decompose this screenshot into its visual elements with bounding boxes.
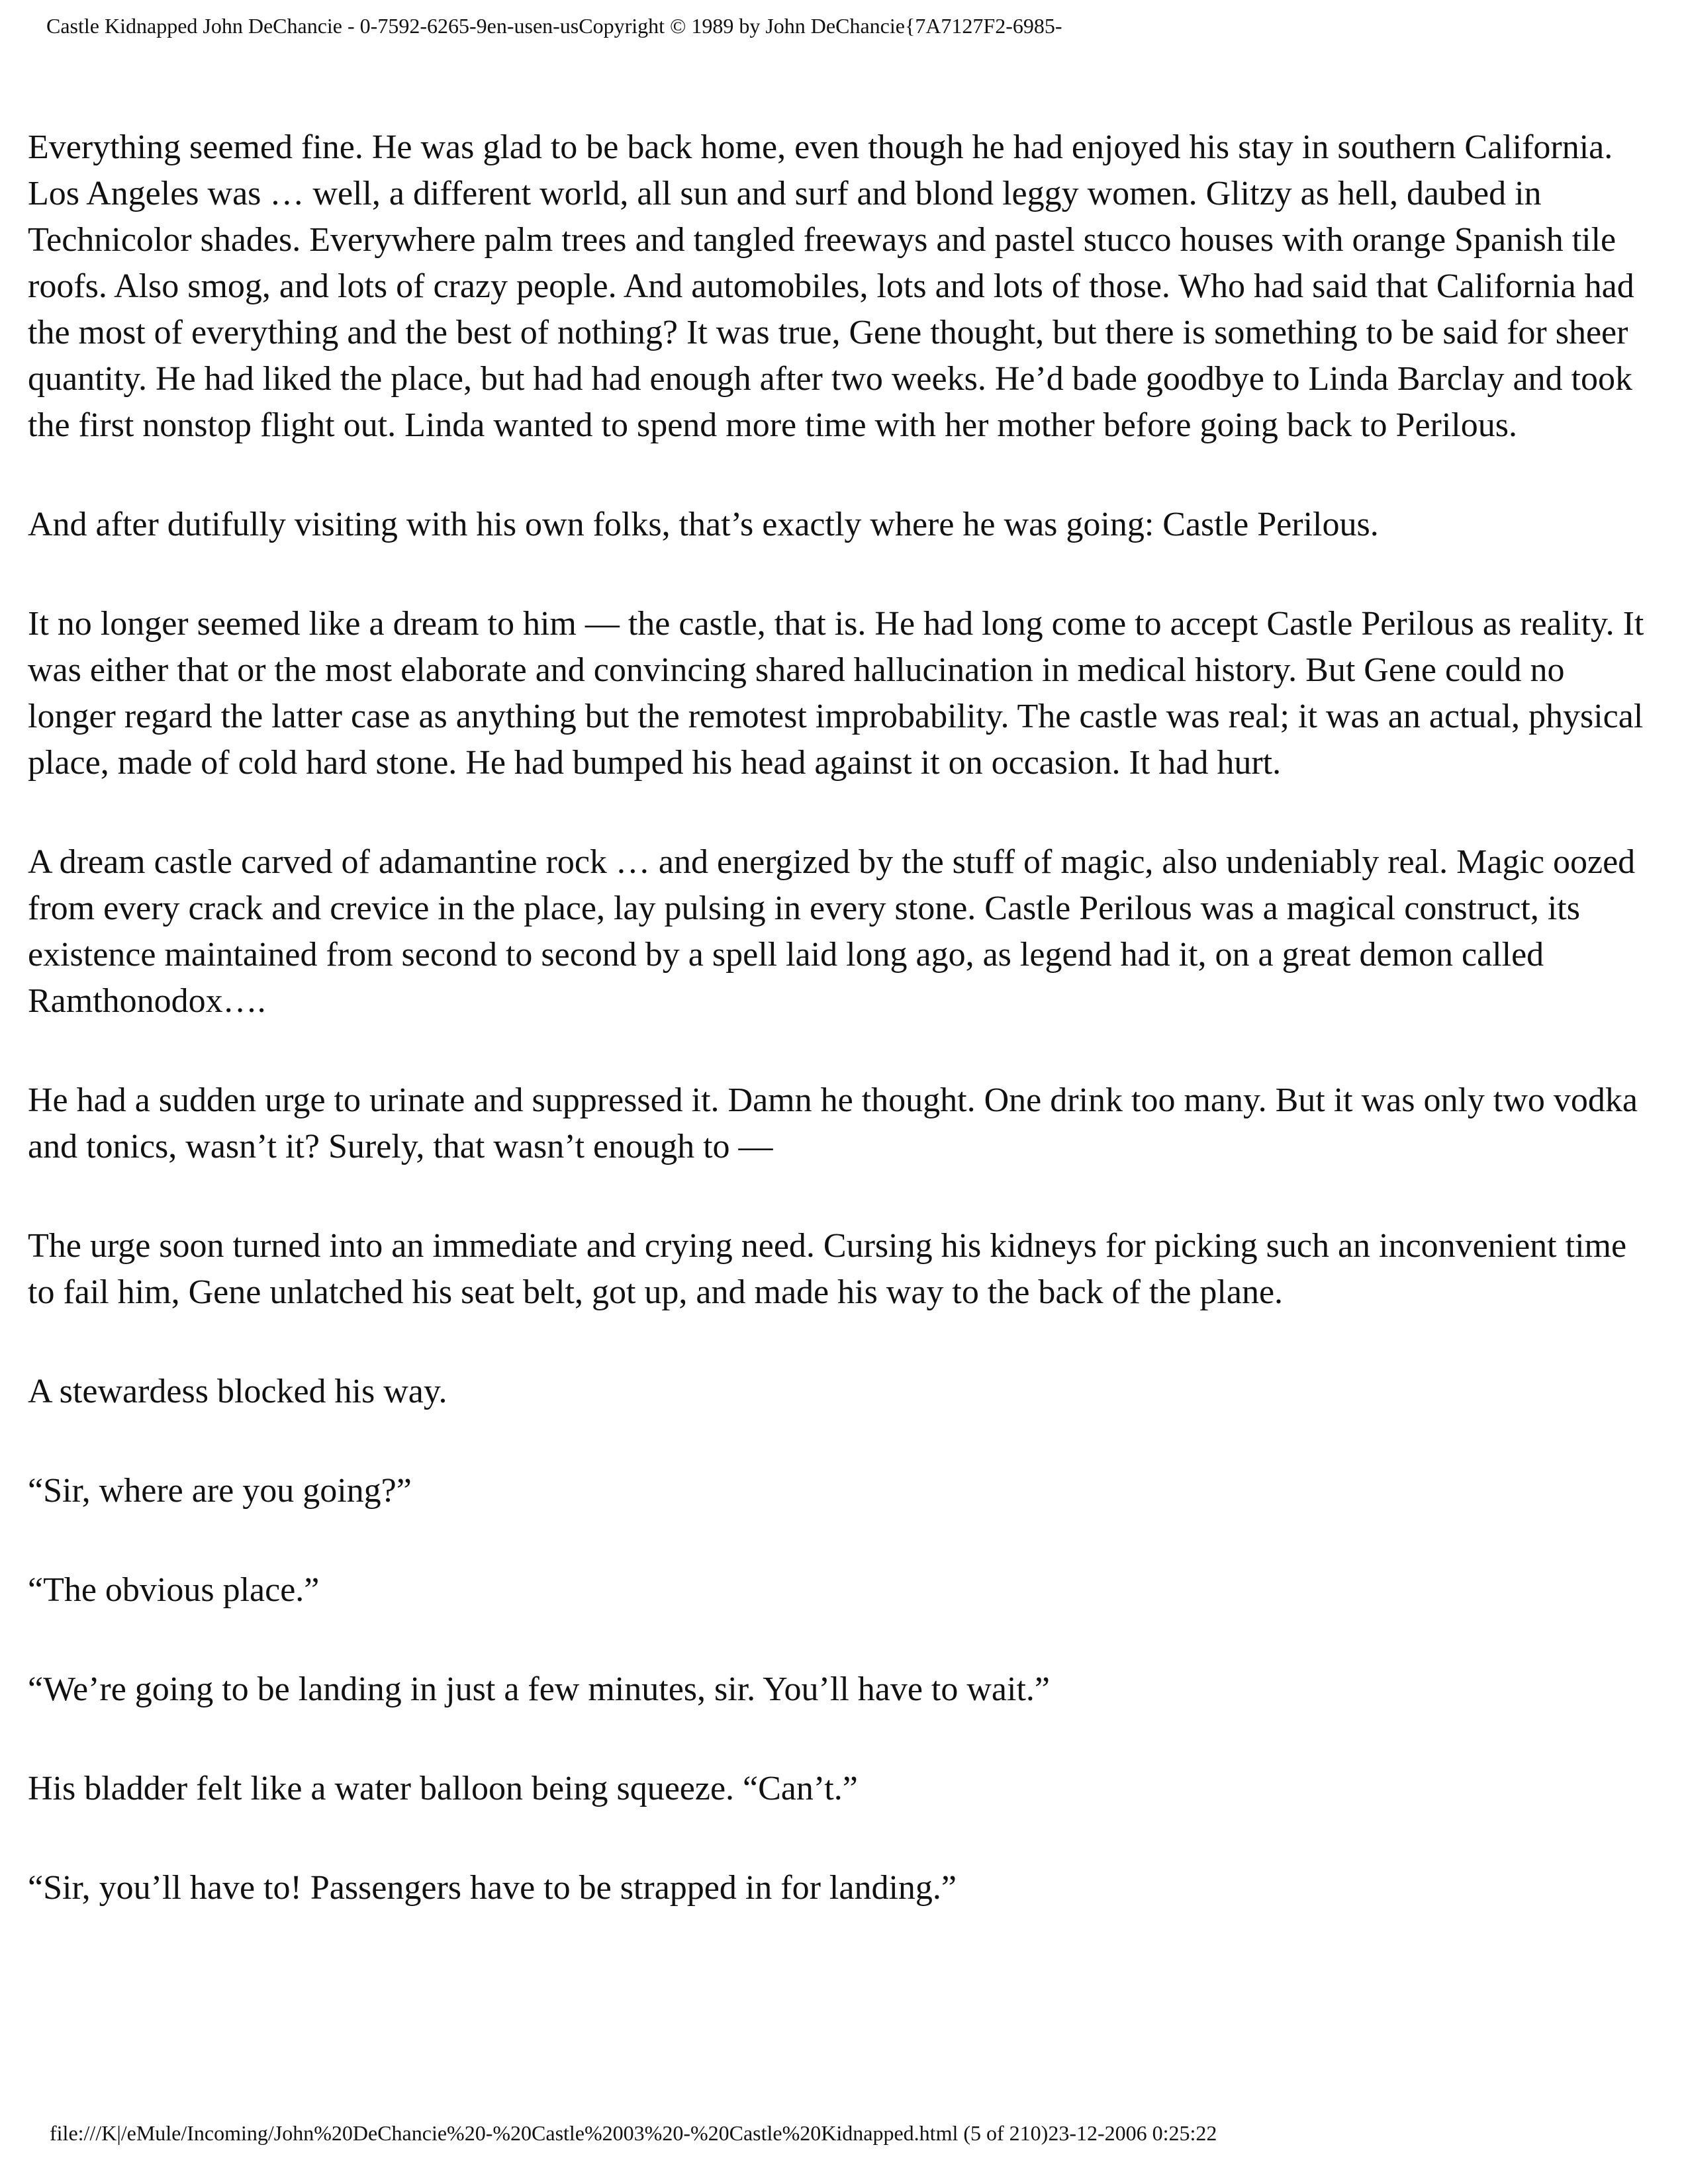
paragraph: It no longer seemed like a dream to him — the castle, that is. He had long come to accept Castle Perilous as reality. It was either that or the most elaborate and convincing shared hallucination in medical history. But Gene could no longer regard the latter case as anything but the remotest improbability. The castle was real; it was an actual, physical place, made of cold hard stone. He had bumped his head against it on occasion. It had hurt. xyxy=(28,605,1644,782)
document-body xyxy=(28,124,1656,2044)
paragraph: A dream castle carved of adamantine rock … and energized by the stuff of magic, also undeniably real. Magic oozed from every crack and crevice in the place, lay pulsing in every stone. Castle Perilous was a magical construct, its existence maintained from second to second by a spell laid long ago, as legend had it, on a great demon called Ramthonodox…. xyxy=(28,843,1636,1020)
paragraph: A stewardess blocked his way. xyxy=(28,1373,447,1410)
paragraph: And after dutifully visiting with his own folks, that’s exactly where he was going: Castle Perilous. xyxy=(28,506,1379,543)
paragraph: “Sir, you’ll have to! Passengers have to be strapped in for landing.” xyxy=(28,1869,957,1907)
paragraph: “We’re going to be landing in just a few minutes, sir. You’ll have to wait.” xyxy=(28,1670,1050,1708)
paragraph: The urge soon turned into an immediate and crying need. Cursing his kidneys for picking such an inconvenient time to fail him, Gene unlatched his seat belt, got up, and made his way to the back of the plane. xyxy=(28,1227,1627,1311)
paragraph: “The obvious place.” xyxy=(28,1571,320,1609)
paragraph: He had a sudden urge to urinate and suppressed it. Damn he thought. One drink too many. But it was only two vodka and tonics, wasn’t it? Surely, that wasn’t enough to — xyxy=(28,1081,1638,1165)
paragraph: Everything seemed fine. He was glad to be back home, even though he had enjoyed his stay in southern California. Los Angeles was … well, a different world, all sun and surf and blond leggy women. Glitzy as hell, daubed in Technicolor shades. Everywhere palm trees and tangled freeways and pastel stucco houses with orange Spanish tile roofs. Also smog, and lots of crazy people. And automobiles, lots and lots of those. Who had said that California had the most of everything and the best of nothing? It was true, Gene thought, but there is something to be said for sheer quantity. He had liked the place, but had had enough after two weeks. He’d bade goodbye to Linda Barclay and took the first nonstop flight out. Linda wanted to spend more time with her mother before going back to Perilous. xyxy=(28,128,1634,444)
header-text: Castle Kidnapped John DeChancie - 0-7592-6265-9en-usen-usCopyright © 1989 by John DeChancie{7A7127F2-6985- xyxy=(46,14,1062,38)
paragraph: “Sir, where are you going?” xyxy=(28,1472,412,1510)
footer-text: file:///K|/eMule/Incoming/John%20DeChancie%20-%20Castle%2003%20-%20Castle%20Kidnapped.html (5 of 210)23-12-2006 0:25:22 xyxy=(50,2121,1217,2145)
page-header xyxy=(46,9,1648,42)
page-footer xyxy=(50,2116,1652,2150)
paragraph: His bladder felt like a water balloon being squeeze. “Can’t.” xyxy=(28,1770,858,1807)
